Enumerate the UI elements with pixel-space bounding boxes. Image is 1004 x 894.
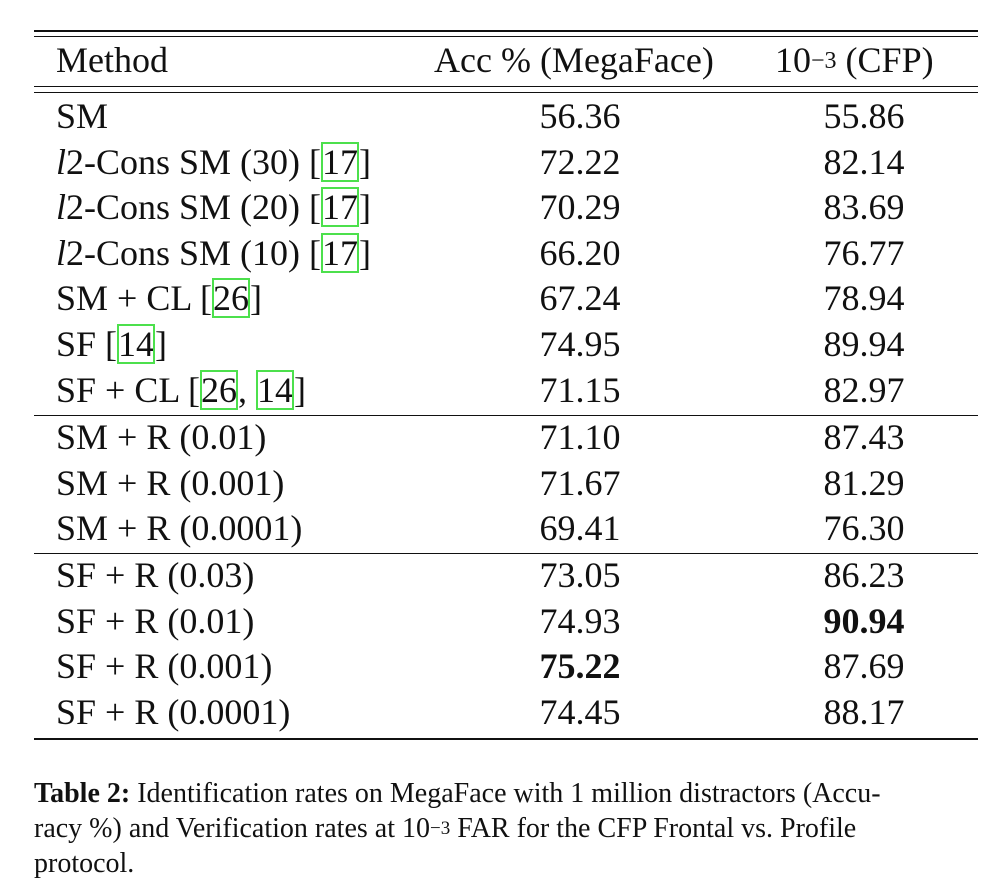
method-suffix: ] — [359, 232, 372, 273]
method-cell: SF + CL [26, 14] — [56, 369, 306, 410]
table-row — [0, 140, 1004, 184]
caption-exponent: −3 — [429, 818, 451, 839]
cfp-cell: 82.97 — [823, 369, 905, 410]
table-row — [0, 322, 1004, 366]
citation-link[interactable]: 26 — [213, 278, 249, 319]
top-rule-2 — [34, 36, 978, 37]
method-name: 2-Cons SM (20) [ — [66, 187, 322, 228]
caption-label: Table 2: — [34, 778, 131, 809]
method-cell — [56, 231, 371, 275]
citation-link[interactable]: 17 — [322, 232, 359, 273]
citation-link[interactable]: 26 — [201, 369, 237, 410]
cfp-cell: 87.43 — [823, 417, 905, 457]
method-cell — [56, 185, 371, 229]
method-name: SM + R (0.0001) — [56, 508, 303, 549]
method-name: 2-Cons SM (30) [ — [66, 141, 322, 182]
citation-link[interactable]: 17 — [322, 141, 359, 182]
header-acc-megaface: Acc % (MegaFace) — [434, 40, 714, 80]
header-cfp: $10^{-3}$ (CFP) — [775, 40, 934, 80]
method-suffix: ] — [359, 141, 372, 182]
method-name: SF + CL [ — [56, 369, 200, 410]
cfp-cell: 88.17 — [823, 691, 905, 732]
method-cell — [56, 644, 272, 688]
method-suffix: ] — [359, 187, 372, 228]
acc-megaface-cell: 71.67 — [539, 462, 621, 503]
cfp-cell: 83.69 — [823, 187, 905, 228]
caption-text-3: FAR for the CFP Frontal vs. Profile — [450, 813, 857, 844]
method-suffix: ] — [155, 324, 168, 364]
table-row — [0, 231, 1004, 275]
cfp-cell: 86.23 — [823, 555, 905, 595]
acc-megaface-cell: 74.45 — [539, 691, 621, 732]
table-row — [0, 94, 1004, 138]
method-name: 2-Cons SM (10) [ — [66, 232, 322, 273]
citation-link[interactable]: 14 — [257, 369, 293, 410]
caption-text-4: protocol. — [34, 848, 135, 879]
citation-link[interactable]: 17 — [322, 187, 359, 228]
table-row — [0, 461, 1004, 505]
table-row — [0, 415, 1004, 459]
cfp-cell: 76.77 — [823, 232, 905, 273]
method-cell — [56, 415, 266, 459]
caption-text-2: racy %) and Verification rates at 10 — [34, 813, 430, 844]
method-name: SM + R (0.01) — [56, 417, 267, 457]
cfp-cell: 81.29 — [823, 462, 905, 503]
table-caption — [34, 776, 964, 881]
method-italic-prefix: l — [56, 232, 67, 273]
method-cell — [56, 276, 262, 320]
acc-megaface-cell: 74.95 — [539, 324, 621, 364]
table-row — [0, 368, 1004, 412]
acc-megaface-cell: 75.22 — [539, 646, 621, 687]
method-name: SM — [56, 96, 109, 136]
method-name: SF [ — [56, 324, 118, 364]
acc-megaface-cell: 56.36 — [539, 96, 621, 136]
table-row — [0, 599, 1004, 643]
cfp-cell: 90.94 — [823, 600, 905, 641]
table-row — [0, 276, 1004, 320]
table-row — [0, 644, 1004, 688]
method-name: SM + CL [ — [56, 278, 212, 319]
acc-megaface-cell: 72.22 — [539, 141, 621, 182]
cfp-cell: 55.86 — [823, 96, 905, 136]
table-header-row — [0, 38, 1004, 82]
cfp-cell: 76.30 — [823, 508, 905, 549]
acc-megaface-cell: 69.41 — [539, 508, 621, 549]
header-rule-1 — [34, 86, 978, 87]
bottom-rule — [34, 738, 978, 740]
acc-megaface-cell: 70.29 — [539, 187, 621, 228]
method-cell — [56, 690, 290, 734]
header-method: Method — [56, 40, 168, 80]
method-name: SM + R (0.001) — [56, 462, 285, 503]
acc-megaface-cell: 73.05 — [539, 555, 621, 595]
method-cell — [56, 140, 371, 184]
cfp-cell: 82.14 — [823, 141, 905, 182]
method-cell — [56, 599, 254, 643]
table-row — [0, 690, 1004, 734]
header-rule-2 — [34, 92, 978, 93]
method-cell — [56, 553, 254, 597]
cfp-cell: 89.94 — [823, 324, 905, 364]
acc-megaface-cell: 71.10 — [539, 417, 621, 457]
acc-megaface-cell: 74.93 — [539, 600, 621, 641]
citation-link[interactable]: 14 — [118, 324, 155, 364]
method-name: SF + R (0.0001) — [56, 691, 291, 732]
method-cell — [56, 506, 302, 550]
method-name: SF + R (0.01) — [56, 600, 255, 641]
method-name: SF + R (0.001) — [56, 646, 273, 687]
caption-text-1: Identification rates on MegaFace with 1 million distractors (Accu- — [130, 778, 881, 809]
table-row — [0, 185, 1004, 229]
acc-megaface-cell: 66.20 — [539, 232, 621, 273]
table-row — [0, 553, 1004, 597]
method-cell — [56, 94, 108, 138]
method-suffix: ] — [250, 278, 262, 319]
method-cell — [56, 461, 284, 505]
table-row — [0, 506, 1004, 550]
method-name: SF + R (0.03) — [56, 555, 255, 595]
cfp-cell: 78.94 — [823, 278, 905, 319]
method-italic-prefix: l — [56, 187, 67, 228]
top-rule-1 — [34, 30, 978, 32]
acc-megaface-cell: 71.15 — [539, 369, 621, 410]
method-italic-prefix: l — [56, 141, 67, 182]
cfp-cell: 87.69 — [823, 646, 905, 687]
acc-megaface-cell: 67.24 — [539, 278, 621, 319]
method-suffix: ] — [294, 369, 306, 410]
method-cell — [56, 322, 167, 366]
